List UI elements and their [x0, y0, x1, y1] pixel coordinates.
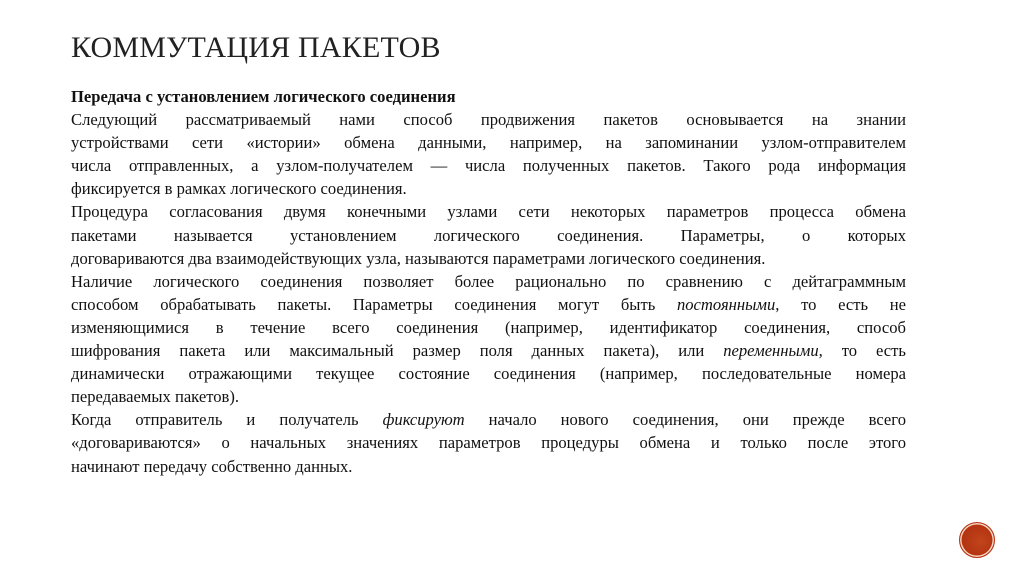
text-segment: договариваются два взаимодействующих узла, называются параметрами логического соединения.	[71, 248, 766, 268]
text-segment: шифрования пакета или максимальный размер поля данных пакета), или	[71, 341, 724, 361]
emphasis-text: фиксируют	[382, 410, 465, 430]
text-segment: изменяющимися в течение всего соединения (например, идентификатор соединения, способ	[71, 317, 906, 337]
text-segment: Передача с установлением логического соединения	[71, 87, 456, 106]
text-segment: то есть	[822, 341, 906, 361]
text-line	[71, 247, 906, 270]
text-line	[71, 154, 906, 177]
text-segment: числа отправленных, а узлом-получателем — числа полученных пакетов. Такого рода информация	[71, 156, 906, 176]
text-segment: Когда отправитель и получатель	[71, 410, 383, 430]
text-segment: способом обрабатывать пакеты. Параметры соединения могут быть	[71, 294, 677, 314]
text-line	[71, 408, 906, 431]
text-line	[71, 177, 906, 200]
text-segment: пакетами называется установлением логического соединения. Параметры, о которых	[71, 225, 906, 245]
text-segment: начинают передачу собственно данных.	[71, 456, 353, 476]
text-segment: , то есть не	[775, 294, 906, 314]
text-line	[71, 108, 906, 131]
text-segment: Процедура согласования двумя конечными узлами сети некоторых параметров процесса обмена	[71, 202, 906, 222]
emphasis-text: переменными,	[723, 341, 823, 361]
text-line	[71, 362, 906, 385]
text-line	[71, 224, 906, 247]
text-segment: передаваемых пакетов).	[71, 387, 240, 407]
text-line	[71, 385, 906, 408]
text-segment: Наличие логического соединения позволяет более рационально по сравнению с дейтаграммным	[71, 271, 906, 291]
text-line	[71, 270, 906, 293]
text-segment: устройствами сети «истории» обмена данными, например, на запоминании узлом-отправителем	[71, 133, 906, 153]
text-line	[71, 431, 906, 454]
text-segment: начало нового соединения, они прежде всего	[464, 410, 906, 430]
emphasis-text: постоянными	[676, 294, 776, 314]
text-line	[71, 455, 906, 478]
text-segment: динамически отражающими текущее состояние соединения (например, последовательные номера	[71, 364, 906, 384]
text-segment: Следующий рассматриваемый нами способ продвижения пакетов основывается на знании	[71, 110, 906, 130]
section-heading	[71, 85, 906, 108]
slide-body	[71, 85, 906, 478]
text-line	[71, 131, 906, 154]
text-line	[71, 316, 906, 339]
text-line	[71, 293, 906, 316]
text-segment: фиксируется в рамках логического соединения.	[71, 179, 407, 199]
slide-title: КОММУТАЦИЯ ПАКЕТОВ	[71, 31, 441, 64]
text-segment: «договариваются» о начальных значениях параметров процедуры обмена и только после этого	[71, 433, 906, 453]
text-line	[71, 200, 906, 223]
next-slide-button[interactable]	[959, 522, 995, 558]
text-line	[71, 339, 906, 362]
